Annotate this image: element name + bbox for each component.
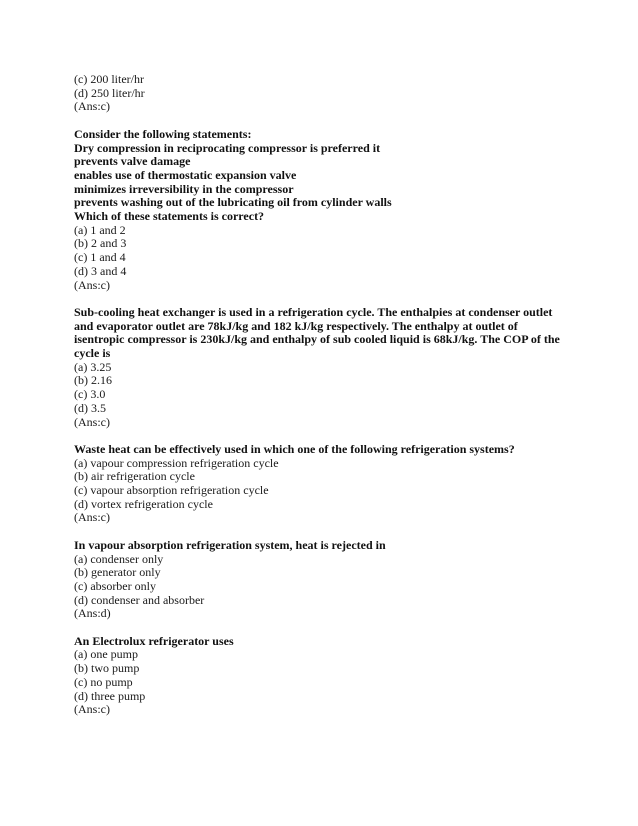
question-text: In vapour absorption refrigeration system, heat is rejected in xyxy=(74,537,386,552)
option: (d) 3.5 xyxy=(74,400,106,415)
option: (b) two pump xyxy=(74,661,140,676)
question-1 xyxy=(74,128,574,292)
option: (a) 1 and 2 xyxy=(74,222,126,237)
question-line: minimizes irreversibility in the compressor xyxy=(74,181,294,196)
option: (d) condenser and absorber xyxy=(74,592,205,607)
option: (c) vapour absorption refrigeration cycle xyxy=(74,483,269,498)
answer: (Ans:c) xyxy=(74,702,110,717)
option: (c) 1 and 4 xyxy=(74,250,126,265)
option: (b) 2.16 xyxy=(74,373,112,388)
answer: (Ans:c) xyxy=(74,510,110,525)
answer: (Ans:c) xyxy=(74,277,110,292)
option: (d) 3 and 4 xyxy=(74,263,127,278)
option: (a) 3.25 xyxy=(74,359,112,374)
option: (c) no pump xyxy=(74,674,133,689)
option: (d) vortex refrigeration cycle xyxy=(74,496,213,511)
option: (c) 200 liter/hr xyxy=(74,72,144,86)
question-4 xyxy=(74,539,574,621)
question-text: An Electrolux refrigerator uses xyxy=(74,633,234,648)
option: (b) generator only xyxy=(74,565,161,580)
option: (b) 2 and 3 xyxy=(74,236,127,251)
option: (d) 250 liter/hr xyxy=(74,85,145,100)
option: (a) condenser only xyxy=(74,551,164,566)
option: (a) one pump xyxy=(74,647,138,662)
answer: (Ans:c) xyxy=(74,414,110,429)
answer: (Ans:c) xyxy=(74,99,110,114)
question-3 xyxy=(74,443,574,525)
question-5 xyxy=(74,635,574,717)
option: (c) absorber only xyxy=(74,578,156,593)
option: (a) vapour compression refrigeration cycle xyxy=(74,455,279,470)
question-line: Dry compression in reciprocating compressor is preferred it xyxy=(74,140,381,155)
option: (d) three pump xyxy=(74,688,146,703)
question-line: enables use of thermostatic expansion valve xyxy=(74,167,297,182)
option: (c) 3.0 xyxy=(74,387,106,402)
question-text: Sub-cooling heat exchanger is used in a refrigeration cycle. The enthalpies at condenser outlet and evaporator outlet are 78kJ/kg and 182 kJ/kg respectively. The enthalpy at outlet of isentropic compressor is 230kJ/kg and enthalpy of sub cooled liquid is 68kJ/kg. The COP of the cycle is xyxy=(74,304,560,361)
question-line: prevents washing out of the lubricating oil from cylinder walls xyxy=(74,195,392,210)
answer: (Ans:d) xyxy=(74,606,111,621)
question-line: Consider the following statements: xyxy=(74,126,252,141)
document-page xyxy=(74,73,574,717)
question-text: Waste heat can be effectively used in which one of the following refrigeration systems? xyxy=(74,441,515,456)
option: (b) air refrigeration cycle xyxy=(74,469,195,484)
intro-block xyxy=(74,73,574,114)
question-line: prevents valve damage xyxy=(74,154,191,169)
question-line: Which of these statements is correct? xyxy=(74,209,265,224)
question-2 xyxy=(74,306,574,429)
